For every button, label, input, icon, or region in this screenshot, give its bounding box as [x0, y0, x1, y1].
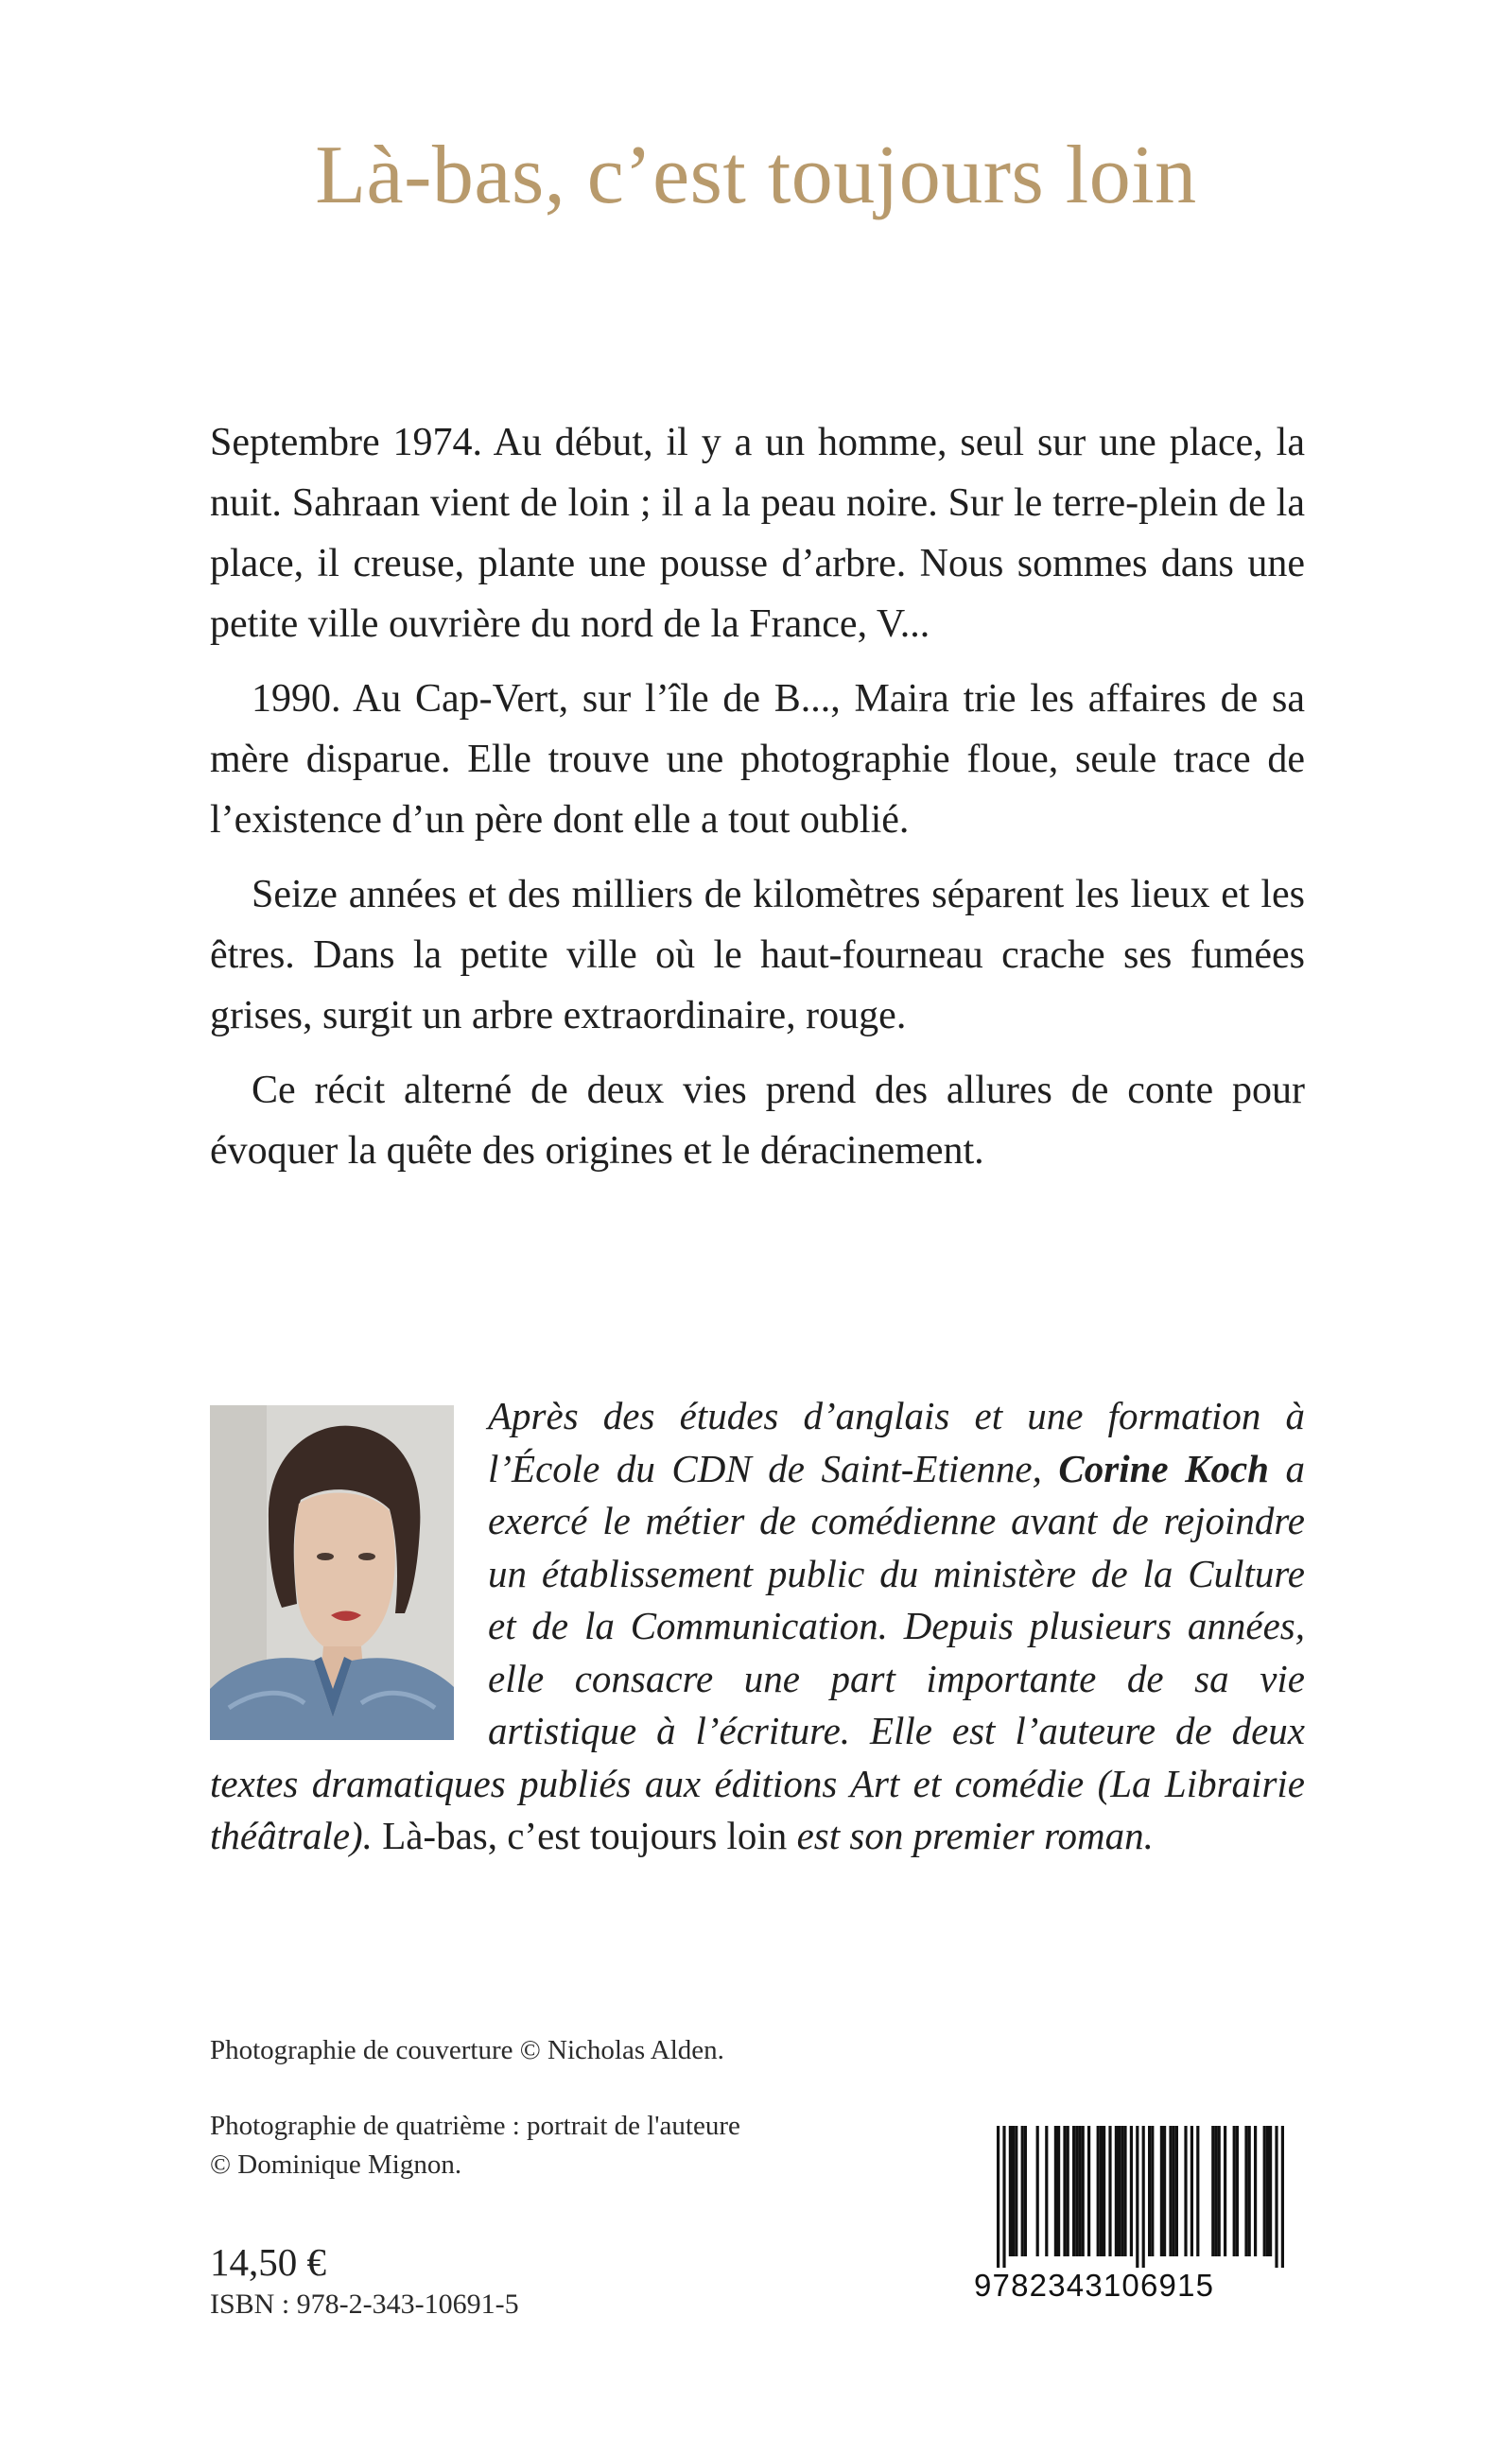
barcode-bar	[1036, 2126, 1039, 2256]
back-photo-credit	[210, 2107, 966, 2184]
barcode-bar	[1067, 2126, 1069, 2256]
blurb-paragraph: Ce récit alterné de deux vies prend des allures de conte pour évoquer la quête des origines et le déracinement.	[210, 1069, 1305, 1173]
barcode-bar	[1072, 2126, 1075, 2256]
barcode-bar	[1021, 2126, 1024, 2256]
blurb-paragraph: 1990. Au Cap-Vert, sur l’île de B..., Maira trie les affaires de sa mère disparue. Elle trouve une photographie floue, seule trace de l’existence d’un père dont elle a tout oublié.	[210, 677, 1305, 842]
barcode-bar	[1054, 2126, 1057, 2256]
barcode-bar	[1266, 2126, 1269, 2256]
author-bio	[210, 1390, 1305, 1863]
barcode-bar	[1224, 2126, 1226, 2256]
bio-text: est son premier roman.	[787, 1814, 1154, 1857]
barcode-bar	[1275, 2126, 1277, 2268]
barcode-bar	[1009, 2126, 1012, 2256]
back-photo-credit-line: © Dominique Mignon.	[210, 2149, 462, 2180]
barcode-bar	[1148, 2126, 1151, 2256]
barcode-bar	[1248, 2126, 1251, 2256]
barcode-bar	[1236, 2126, 1239, 2256]
barcode-bar	[1015, 2126, 1017, 2256]
barcode-bar	[1160, 2126, 1163, 2256]
barcode-bar	[1100, 2126, 1103, 2256]
barcode-bars	[970, 2126, 1305, 2268]
barcode-bar	[1078, 2126, 1081, 2256]
barcode-bar	[1263, 2126, 1266, 2256]
blurb	[210, 412, 1305, 1195]
barcode-bar	[1244, 2126, 1247, 2256]
bio-book-title: Là-bas, c’est toujours loin	[382, 1814, 788, 1857]
barcode-bar	[1151, 2126, 1154, 2256]
barcode-bar	[1057, 2126, 1060, 2256]
barcode-bar	[1075, 2126, 1078, 2256]
author-name: Corine Koch	[1058, 1446, 1269, 1490]
barcode-bar	[1012, 2126, 1015, 2256]
blurb-paragraph: Septembre 1974. Au début, il y a un homme, seul sur une place, la nuit. Sahraan vient de loin ; il a la peau noire. Sur le terre-plein de la place, il creuse, plante une pousse d’arbre. Nous sommes dans une petite ville ouvrière du nord de la France, V...	[210, 421, 1305, 646]
barcode-bar	[1121, 2126, 1123, 2256]
barcode-bar	[1024, 2126, 1027, 2256]
isbn: ISBN : 978-2-343-10691-5	[210, 2289, 519, 2320]
barcode-bar	[1173, 2126, 1175, 2256]
barcode-bar	[1130, 2126, 1133, 2256]
barcode-bar	[1115, 2126, 1118, 2256]
barcode-bar	[1002, 2126, 1005, 2268]
barcode-bar	[1190, 2126, 1193, 2256]
barcode-bar	[1281, 2126, 1284, 2268]
author-portrait	[210, 1405, 454, 1740]
barcode-bar	[1045, 2126, 1048, 2256]
barcode-bar	[1118, 2126, 1121, 2256]
barcode-bar	[1163, 2126, 1166, 2256]
barcode-bar	[1108, 2126, 1111, 2256]
barcode-bar	[1211, 2126, 1214, 2256]
barcode-bar	[1233, 2126, 1236, 2256]
cover-photo-credit: Photographie de couverture © Nicholas Alden.	[210, 2035, 724, 2065]
barcode-bar	[1175, 2126, 1178, 2256]
barcode-bar	[1184, 2126, 1187, 2256]
bio-text: a exercé le métier de comédienne avant de rejoindre un établissement public du ministère de la Culture et de la Communication. Depuis plusieurs années, elle consacre une part importante de sa vie artistique à l’écriture. Elle est l’auteure de deux textes dramatiques publiés aux éditions Art et comédie (La Librairie théâtrale).	[210, 1446, 1305, 1857]
barcode-bar	[1063, 2126, 1066, 2256]
barcode-bar	[1087, 2126, 1090, 2256]
barcode-bar	[1082, 2126, 1085, 2256]
barcode-bar	[1269, 2126, 1272, 2256]
blurb-paragraph: Seize années et des milliers de kilomètres séparent les lieux et les êtres. Dans la petite ville où le haut-fourneau crache ses fumées grises, surgit un arbre extraordinaire, rouge.	[210, 873, 1305, 1037]
barcode-bar	[1169, 2126, 1172, 2256]
bio-text: Après des études d’anglais et une formation à l’École du CDN de Saint-Etienne,	[488, 1394, 1305, 1490]
barcode-bar	[1136, 2126, 1138, 2268]
price: 14,50 €	[210, 2240, 326, 2284]
barcode-bar	[1097, 2126, 1100, 2256]
back-photo-credit-line: Photographie de quatrième : portrait de l'auteure	[210, 2111, 740, 2141]
barcode-bar	[1123, 2126, 1126, 2256]
book-title: Là-bas, c’est toujours loin	[315, 130, 1197, 221]
barcode-bar	[1103, 2126, 1105, 2256]
barcode-bar	[1214, 2126, 1217, 2256]
barcode-digits: 9782343106915	[974, 2268, 1215, 2303]
barcode-bar	[1218, 2126, 1221, 2256]
barcode-bar	[1196, 2126, 1199, 2256]
barcode-bar	[1142, 2126, 1145, 2268]
barcode-bar	[997, 2126, 999, 2268]
barcode-bar	[1254, 2126, 1257, 2256]
